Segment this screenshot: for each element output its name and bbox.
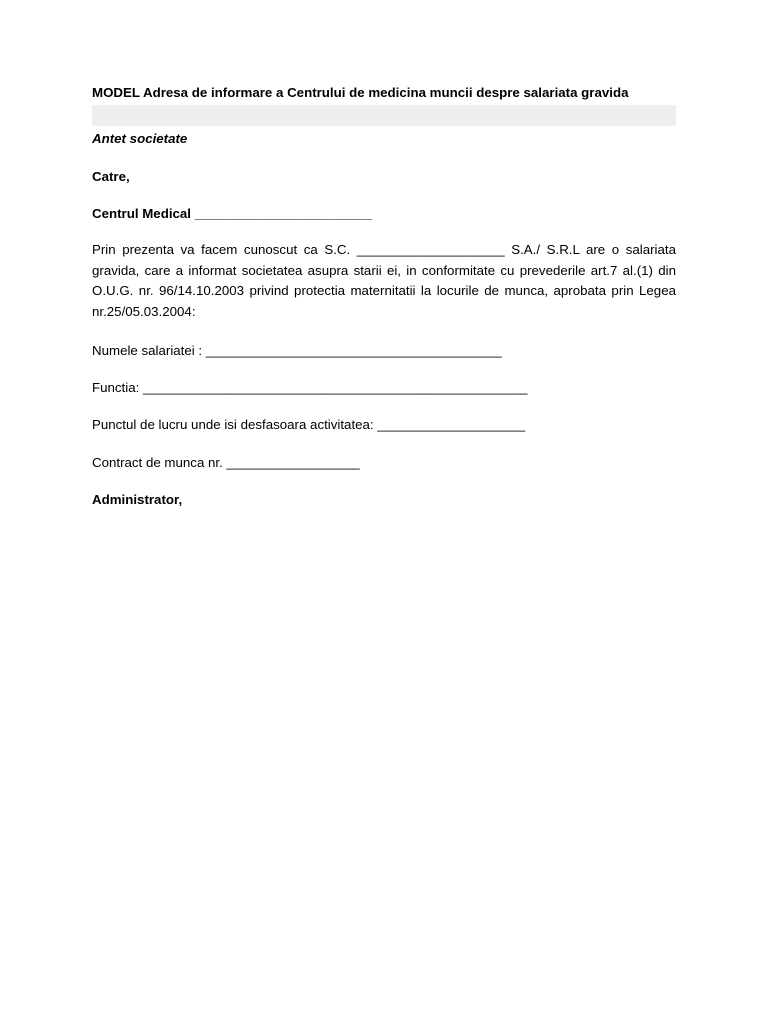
document-title: MODEL Adresa de informare a Centrului de medicina muncii despre salariata gravida bbox=[92, 85, 629, 100]
function-field: Functia: ____________________________________________________ bbox=[92, 380, 528, 395]
contract-field: Contract de munca nr. __________________ bbox=[92, 455, 360, 470]
employee-name-field: Numele salariatei : ________________________________________ bbox=[92, 343, 502, 358]
shaded-divider bbox=[92, 105, 676, 126]
recipient-line: Centrul Medical ________________________ bbox=[92, 206, 373, 221]
workplace-field: Punctul de lucru unde isi desfasoara activitatea: ____________________ bbox=[92, 417, 526, 432]
letterhead-label: Antet societate bbox=[92, 131, 188, 146]
signature-label: Administrator, bbox=[92, 492, 183, 507]
greeting: Catre, bbox=[92, 169, 130, 184]
body-paragraph: Prin prezenta va facem cunoscut ca S.C. ____________________ S.A./ S.R.L are o salariata gravida, care a informat societatea asupra starii ei, in conformitate cu prevederile art.7 al.(1) din O.U.G. nr. 96/14.10.2003 privind protectia maternitatii la locurile de munca, aprobata prin Legea nr.25/05.03.2004: bbox=[92, 242, 676, 320]
